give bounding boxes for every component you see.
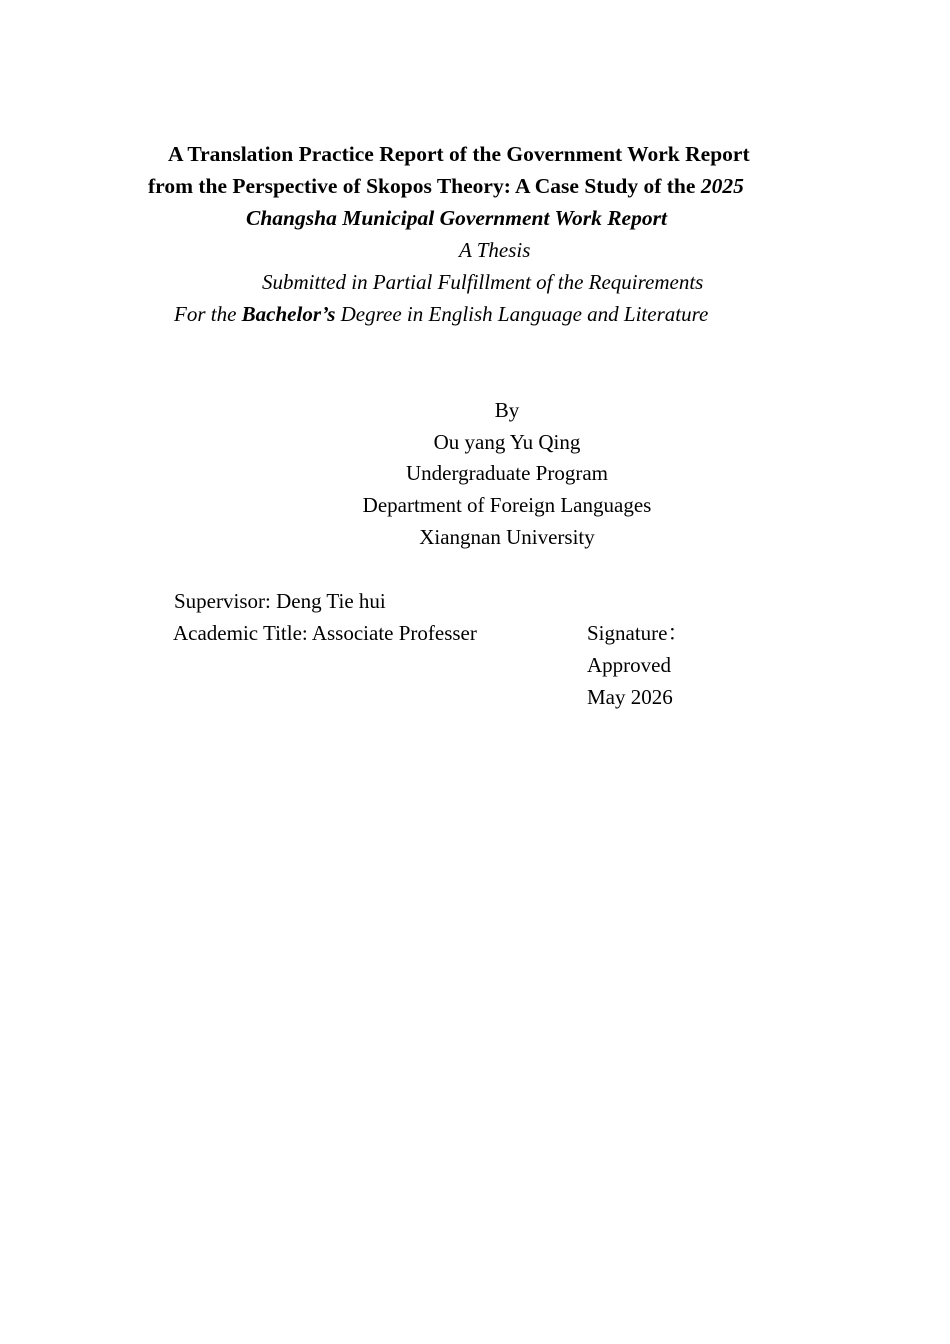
author-name: Ou yang Yu Qing — [433, 430, 581, 454]
degree-prefix: For the — [174, 302, 242, 326]
academic-title: Academic Title: Associate Professer — [173, 621, 477, 645]
approved-label: Approved — [587, 653, 671, 677]
title-line-1: A Translation Practice Report of the Government Work Report — [168, 142, 750, 166]
submitted-line: Submitted in Partial Fulfillment of the Requirements — [262, 270, 704, 294]
university: Xiangnan University — [419, 525, 595, 549]
title-line-2 — [148, 170, 744, 202]
degree-name: Bachelor’s — [241, 302, 336, 326]
thesis-label: A Thesis — [459, 238, 531, 262]
supervisor-line: Supervisor: Deng Tie hui — [174, 589, 386, 613]
title-line-3: Changsha Municipal Government Work Report — [246, 206, 667, 230]
signature-label: Signature： — [587, 621, 689, 645]
department: Department of Foreign Languages — [362, 493, 652, 517]
degree-suffix: Degree in English Language and Literature — [335, 302, 709, 326]
degree-line — [174, 298, 708, 330]
by-label: By — [494, 398, 520, 422]
title-year: 2025 — [700, 174, 744, 198]
approval-date: May 2026 — [587, 685, 673, 709]
title-line-2-text: from the Perspective of Skopos Theory: A Case Study of the — [148, 174, 701, 198]
program: Undergraduate Program — [406, 461, 608, 485]
